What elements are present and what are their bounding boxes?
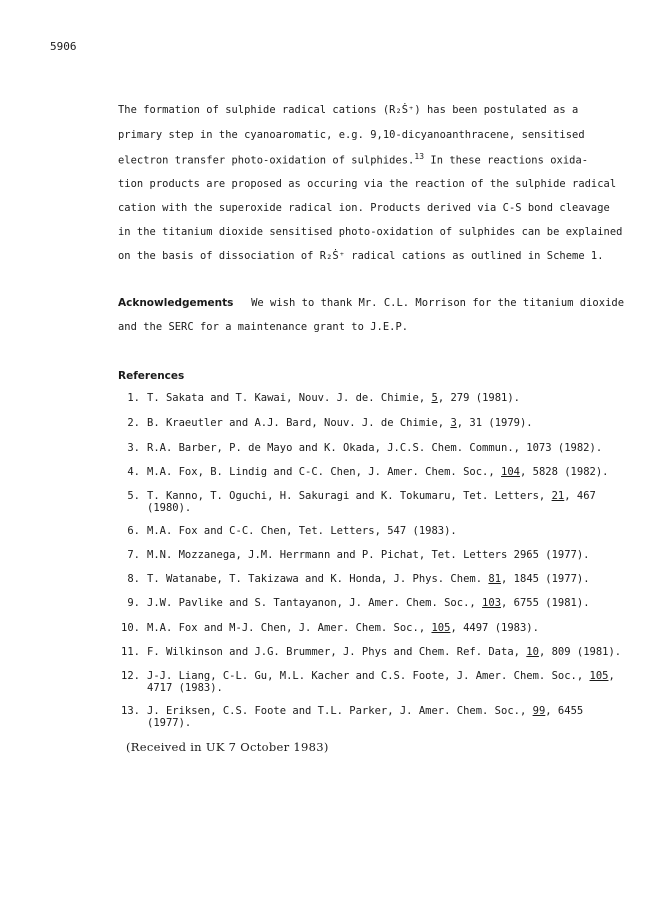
reference-item [0, 597, 672, 617]
paragraph-line: primary step in the cyanoaromatic, e.g. 9,10-dicyanoanthracene, sensitised [118, 129, 585, 141]
reference-volume: 5 [431, 392, 438, 404]
reference-volume: 104 [501, 466, 520, 478]
reference-continuation: (1977). [147, 717, 192, 729]
citation-superscript: 13 [414, 152, 425, 161]
reference-text: T. Kanno, T. Oguchi, H. Sakuragi and K. Tokumaru, Tet. Letters, 21, 467 [147, 490, 596, 502]
reference-item [0, 417, 672, 437]
reference-text: J-J. Liang, C-L. Gu, M.L. Kacher and C.S. Foote, J. Amer. Chem. Soc., 105, [147, 670, 615, 682]
paragraph-line: tion products are proposed as occuring via the reaction of the sulphide radical [118, 178, 617, 190]
acknowledgements-text: and the SERC for a maintenance grant to J.E.P. [118, 321, 409, 333]
reference-text: J.W. Pavlike and S. Tantayanon, J. Amer. Chem. Soc., 103, 6755 (1981). [147, 597, 590, 609]
reference-text: M.N. Mozzanega, J.M. Herrmann and P. Pichat, Tet. Letters 2965 (1977). [147, 549, 590, 561]
reference-text: F. Wilkinson and J.G. Brummer, J. Phys and Chem. Ref. Data, 10, 809 (1981). [147, 646, 622, 658]
page-number: 5906 [50, 40, 77, 53]
reference-number: 4. [127, 466, 140, 478]
reference-number: 1. [127, 392, 140, 404]
reference-text: R.A. Barber, P. de Mayo and K. Okada, J.C.S. Chem. Commun., 1073 (1982). [147, 442, 603, 454]
reference-number: 5. [127, 490, 140, 502]
reference-number: 3. [127, 442, 140, 454]
reference-text: M.A. Fox, B. Lindig and C-C. Chen, J. Amer. Chem. Soc., 104, 5828 (1982). [147, 466, 609, 478]
reference-volume: 3 [450, 417, 457, 429]
reference-text: B. Kraeutler and A.J. Bard, Nouv. J. de Chimie, 3, 31 (1979). [147, 417, 533, 429]
reference-item [0, 646, 672, 666]
reference-number: 7. [127, 549, 140, 561]
reference-item [0, 573, 672, 593]
paragraph-line: The formation of sulphide radical cations (R₂Ṡ⁺) has been postulated as a [118, 104, 579, 116]
paragraph-line-tail: In these reactions oxida- [424, 154, 589, 167]
reference-volume: 10 [526, 646, 539, 658]
reference-item [0, 392, 672, 412]
reference-volume: 105 [589, 670, 609, 682]
reference-number: 9. [127, 597, 140, 609]
reference-number: 10. [121, 622, 140, 634]
reference-text: M.A. Fox and C-C. Chen, Tet. Letters, 547 (1983). [147, 525, 457, 537]
reference-number: 8. [127, 573, 140, 585]
received-date: (Received in UK 7 October 1983) [126, 740, 329, 754]
paragraph-line: on the basis of dissociation of R₂Ṡ⁺ radical cations as outlined in Scheme 1. [118, 250, 604, 262]
paragraph-line: cation with the superoxide radical ion. Products derived via C-S bond cleavage [118, 202, 610, 214]
reference-number: 11. [121, 646, 140, 658]
reference-volume: 105 [431, 622, 451, 634]
reference-text: J. Eriksen, C.S. Foote and T.L. Parker, J. Amer. Chem. Soc., 99, 6455 [147, 705, 584, 717]
reference-item [0, 466, 672, 486]
reference-item [0, 705, 672, 735]
reference-volume: 103 [482, 597, 502, 609]
reference-item [0, 490, 672, 520]
acknowledgements-heading: Acknowledgements [118, 297, 234, 309]
reference-number: 12. [121, 670, 140, 682]
reference-item [0, 622, 672, 642]
references-heading: References [118, 370, 185, 382]
reference-continuation: 4717 (1983). [147, 682, 223, 694]
reference-number: 2. [127, 417, 140, 429]
reference-volume: 21 [551, 490, 565, 502]
paragraph-line-text: electron transfer photo-oxidation of sulphides. [118, 154, 415, 167]
reference-item [0, 549, 672, 569]
reference-text: T. Sakata and T. Kawai, Nouv. J. de. Chimie, 5, 279 (1981). [147, 392, 520, 404]
reference-volume: 81 [488, 573, 502, 585]
acknowledgements-line [118, 297, 624, 309]
reference-volume: 99 [532, 705, 546, 717]
acknowledgements-text: We wish to thank Mr. C.L. Morrison for the titanium dioxide [251, 297, 625, 309]
reference-continuation: (1980). [147, 502, 192, 514]
reference-number: 13. [121, 705, 140, 717]
paragraph-line [118, 152, 588, 166]
reference-item [0, 670, 672, 700]
reference-text: M.A. Fox and M-J. Chen, J. Amer. Chem. Soc., 105, 4497 (1983). [147, 622, 539, 634]
reference-item [0, 525, 672, 545]
reference-number: 6. [127, 525, 140, 537]
reference-text: T. Watanabe, T. Takizawa and K. Honda, J. Phys. Chem. 81, 1845 (1977). [147, 573, 590, 585]
reference-item [0, 442, 672, 462]
paragraph-line: in the titanium dioxide sensitised photo-oxidation of sulphides can be explained [118, 226, 623, 238]
